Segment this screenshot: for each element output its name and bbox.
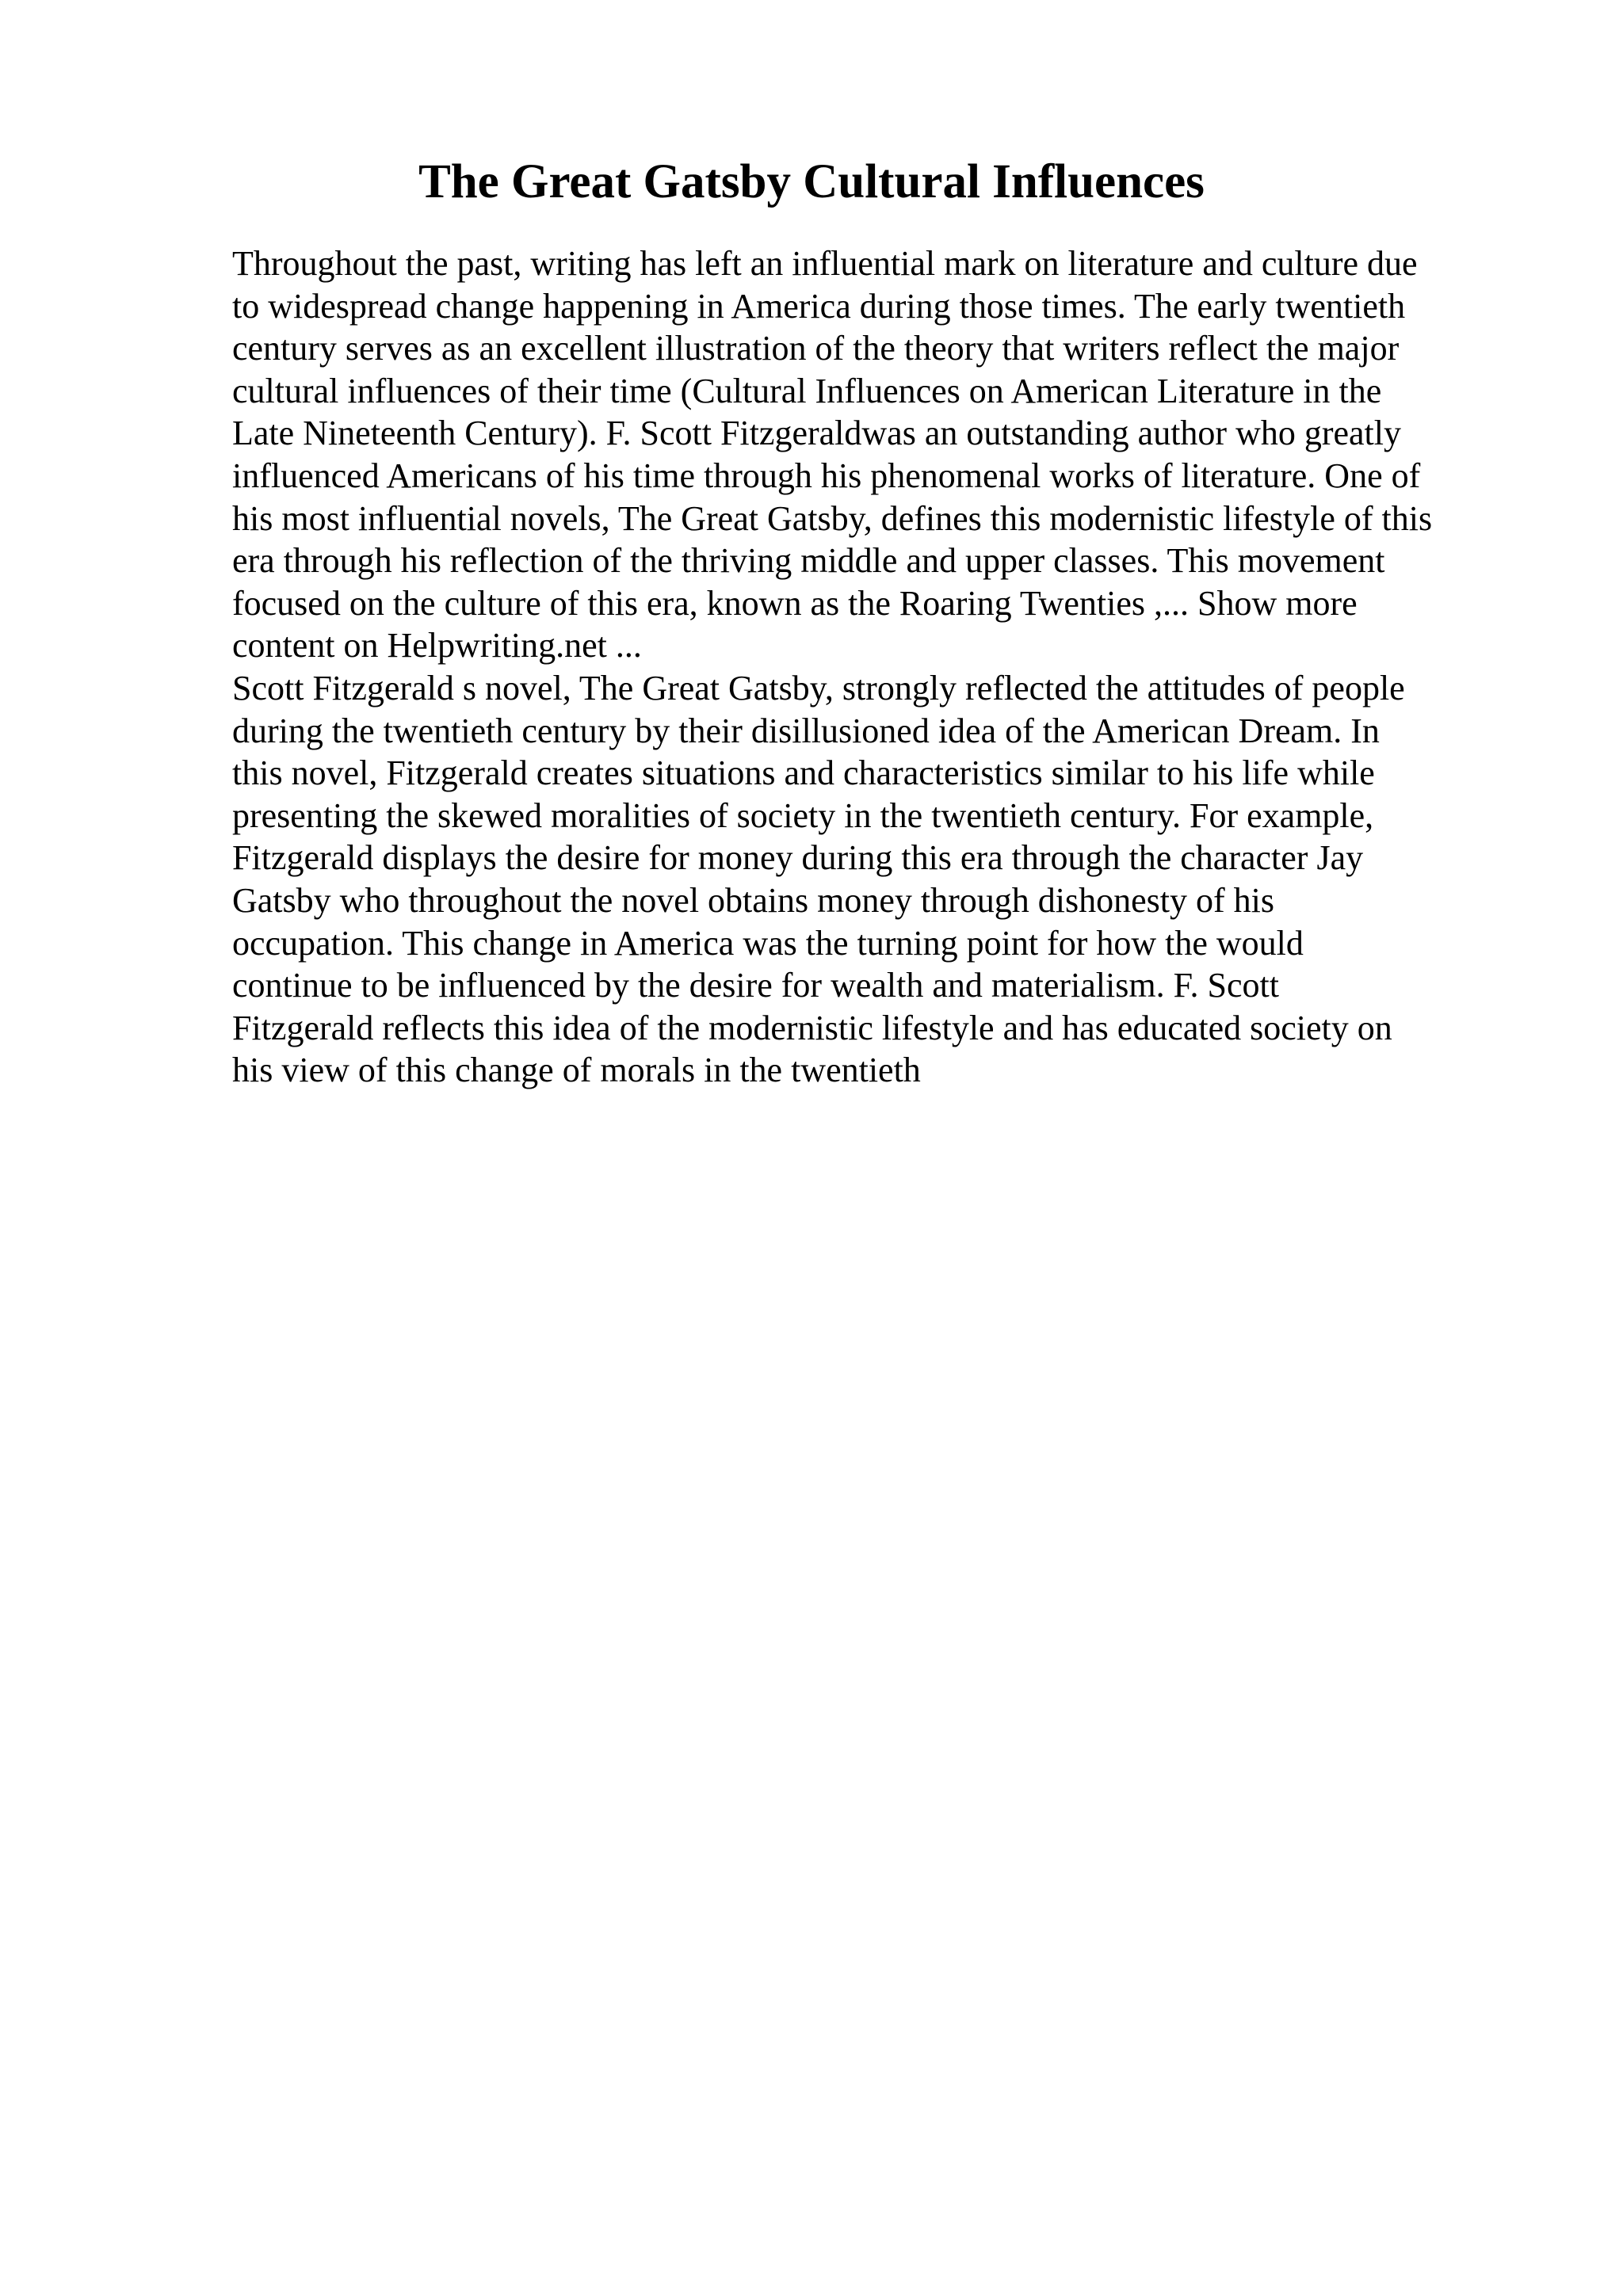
text-line: influenced Americans of his time through his phenomenal works of literature. One of [232,456,1421,495]
text-line: era through his reflection of the thriving middle and upper classes. This movement [232,541,1385,581]
text-line: content on Helpwriting.net ... [232,626,642,666]
text-line: presenting the skewed moralities of society in the twentieth century. For example, [232,795,1374,835]
text-line: his most influential novels, The Great Gatsby, defines this modernistic lifestyle of this [232,498,1433,538]
text-line: Fitzgerald displays the desire for money during this era through the character Jay [232,838,1364,878]
text-line: this novel, Fitzgerald creates situations and characteristics similar to his life while [232,753,1375,793]
text-line: his view of this change of morals in the twentieth [232,1051,921,1090]
text-line: century serves as an excellent illustration of the theory that writers reflect the major [232,329,1400,368]
text-line: focused on the culture of this era, known as the Roaring Twenties ,... Show more [232,583,1358,623]
text-line: cultural influences of their time (Cultural Influences on American Literature in the [232,371,1382,410]
text-line: continue to be influenced by the desire for wealth and materialism. F. Scott [232,966,1279,1005]
text-line: Gatsby who throughout the novel obtains money through dishonesty of his [232,880,1274,920]
text-line: during the twentieth century by their disillusioned idea of the American Dream. In [232,711,1380,750]
text-line: Scott Fitzgerald s novel, The Great Gatsby, strongly reflected the attitudes of people [232,668,1405,707]
text-line: Throughout the past, writing has left an influential mark on literature and culture due [232,244,1418,283]
text-line: to widespread change happening in America during those times. The early twentieth [232,286,1406,326]
document-body [232,242,1516,1092]
document-title: The Great Gatsby Cultural Influences [418,155,1205,208]
text-line: occupation. This change in America was the turning point for how the would [232,923,1304,963]
text-line: Late Nineteenth Century). F. Scott Fitzgeraldwas an outstanding author who greatly [232,414,1402,453]
text-line: Fitzgerald reflects this idea of the modernistic lifestyle and has educated society on [232,1008,1392,1047]
